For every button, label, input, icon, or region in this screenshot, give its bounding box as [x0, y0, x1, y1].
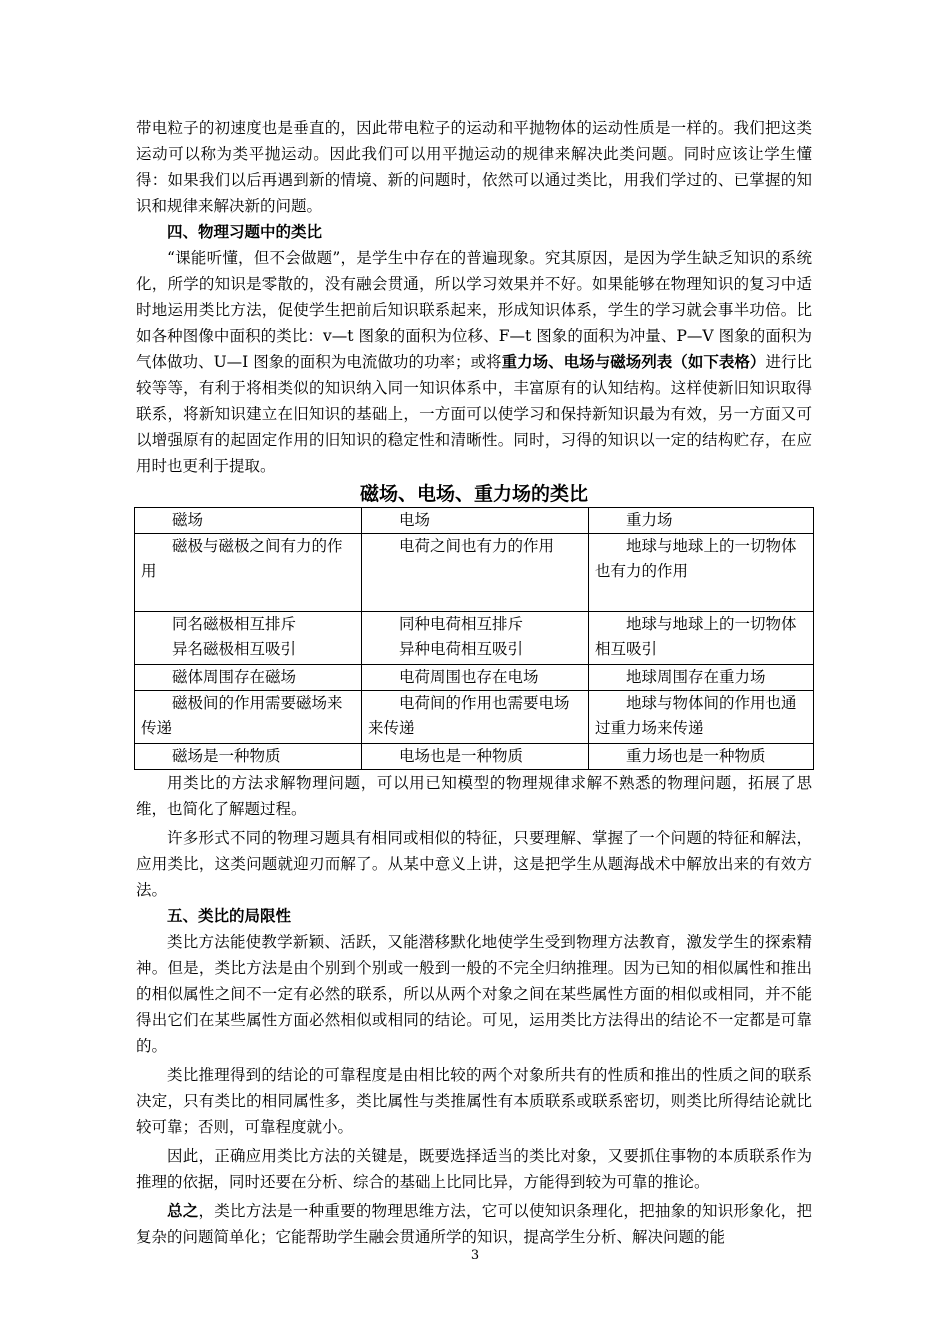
table-cell: 重力场也是一种物质	[589, 744, 814, 770]
document-page	[136, 115, 812, 1250]
table-cell: 电荷之间也有力的作用	[362, 534, 589, 612]
table-row	[135, 534, 814, 612]
table-header-row	[135, 508, 814, 534]
paragraph-2-bold: 重力场、电场与磁场列表（如下表格）	[501, 353, 766, 371]
paragraph-7: 因此，正确应用类比方法的关键是，既要选择适当的类比对象，又要抓住事物的本质联系作为推理的依据，同时还要在分析、综合的基础上比同比异，方能得到较为可靠的推论。	[136, 1147, 812, 1191]
paragraph-4: 许多形式不同的物理习题具有相同或相似的特征，只要理解、掌握了一个问题的特征和解法，应用类比，这类问题就迎刃而解了。从某中意义上讲，这是把学生从题海战术中解放出来的有效方法。	[136, 829, 812, 899]
table-cell: 地球与地球上的一切物体也有力的作用	[589, 534, 814, 612]
section-heading-4: 四、物理习题中的类比	[167, 223, 323, 241]
table-cell: 电荷周围也存在电场	[362, 665, 589, 691]
paragraph-8-bold: 总之	[167, 1202, 199, 1220]
table-cell: 同名磁极相互排斥 异名磁极相互吸引	[135, 612, 362, 665]
table-cell: 地球与物体间的作用也通过重力场来传递	[589, 691, 814, 744]
comparison-table	[134, 507, 814, 770]
table-row	[135, 665, 814, 691]
paragraph-6: 类比推理得到的结论的可靠程度是由相比较的两个对象所共有的性质和推出的性质之间的联系决定，只有类比的相同属性多，类比属性与类推属性有本质联系或联系密切，则类比所得结论就比较可靠；否则，可靠程度就小。	[136, 1066, 812, 1136]
table-cell: 电场也是一种物质	[362, 744, 589, 770]
page-number: 3	[470, 1248, 480, 1263]
table-cell: 同种电荷相互排斥 异种电荷相互吸引	[362, 612, 589, 665]
section-heading-5: 五、类比的局限性	[167, 907, 292, 925]
table-cell: 磁体周围存在磁场	[135, 665, 362, 691]
table-row	[135, 691, 814, 744]
table-row	[135, 612, 814, 665]
table-cell: 磁场是一种物质	[135, 744, 362, 770]
table-header-cell: 磁场	[135, 508, 362, 534]
paragraph-1: 带电粒子的初速度也是垂直的，因此带电粒子的运动和平抛物体的运动性质是一样的。我们把这类运动可以称为类平抛运动。因此我们可以用平抛运动的规律来解决此类问题。同时应该让学生懂得：如果我们以后再遇到新的情境、新的问题时，依然可以通过类比，用我们学过的、已掌握的知识和规律来解决新的问题。	[136, 119, 812, 215]
table-row	[135, 744, 814, 770]
paragraph-8	[136, 1198, 812, 1250]
table-cell: 磁极与磁极之间有力的作用	[135, 534, 362, 612]
table-cell: 磁极间的作用需要磁场来传递	[135, 691, 362, 744]
table-cell: 地球周围存在重力场	[589, 665, 814, 691]
paragraph-3: 用类比的方法求解物理问题，可以用已知模型的物理规律求解不熟悉的物理问题，拓展了思维，也简化了解题过程。	[136, 774, 812, 818]
paragraph-5: 类比方法能使教学新颖、活跃，又能潜移默化地使学生受到物理方法教育，激发学生的探索精神。但是，类比方法是由个别到个别或一般到一般的不完全归纳推理。因为已知的相似属性和推出的相似属性之间不一定有必然的联系，所以从两个对象之间在某些属性方面的相似或相同，并不能得出它们在某些属性方面必然相似或相同的结论。可见，运用类比方法得出的结论不一定都是可靠的。	[136, 933, 812, 1055]
paragraph-2-text-a: “课能听懂，但不会做题”，是学生中存在的普遍现象。究其原因，是因为学生缺乏知识的系统化，所学的知识是零散的，没有融会贯通，所以学习效果并不好。如果能够在物理知识的复习中适时地运用类比方法，促使学生把前后知识联系起来，形成知识体系，学生的学习就会事半功倍。比如各种图像中面积的类比：v—t 图象的面积为位移、F—t 图象的面积为冲量、P—V 图象的面积为气体做功、U—I 图象的面积为电流做功的功率；或将	[136, 249, 812, 371]
paragraph-2-text-b: 进行比较等等，有利于将相类似的知识纳入同一知识体系中，丰富原有的认知结构。这样使新旧知识取得联系，将新知识建立在旧知识的基础上，一方面可以使学习和保持新知识最为有效，另一方面又可以增强原有的起固定作用的旧知识的稳定性和清晰性。同时，习得的知识以一定的结构贮存，在应用时也更利于提取。	[136, 353, 812, 475]
paragraph-2	[136, 245, 812, 479]
table-title: 磁场、电场、重力场的类比	[359, 483, 588, 505]
paragraph-8-text: ，类比方法是一种重要的物理思维方法，它可以使知识条理化，把抽象的知识形象化，把复杂的问题简单化；它能帮助学生融会贯通所学的知识，提高学生分析、解决问题的能	[136, 1202, 812, 1246]
table-cell: 地球与地球上的一切物体相互吸引	[589, 612, 814, 665]
table-header-cell: 电场	[362, 508, 589, 534]
table-cell: 电荷间的作用也需要电场来传递	[362, 691, 589, 744]
table-header-cell: 重力场	[589, 508, 814, 534]
